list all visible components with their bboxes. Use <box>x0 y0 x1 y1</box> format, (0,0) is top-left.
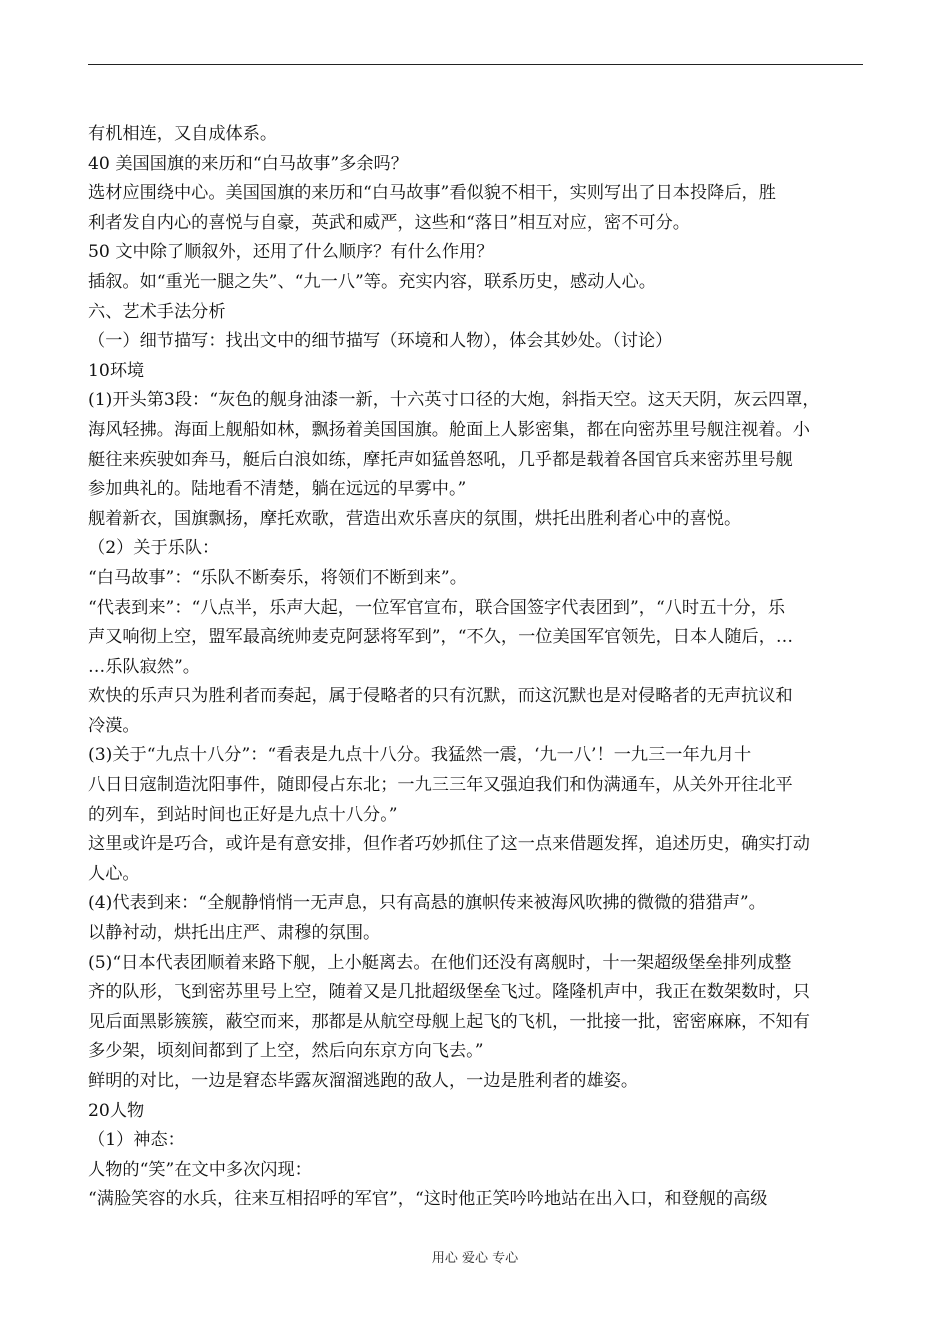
header-rule <box>88 64 863 65</box>
section-heading: 六、艺术手法分析 <box>88 301 226 322</box>
subsection-heading: 10环境 <box>88 360 145 381</box>
text-line: 人物的“笑”在文中多次闪现： <box>88 1159 312 1180</box>
text-line: …乐队寂然”。 <box>88 656 200 677</box>
page-footer: 用心 爱心 专心 <box>431 1251 519 1266</box>
text-line: 以静衬动，烘托出庄严、肃穆的氛围。 <box>88 923 381 944</box>
text-line: “白马故事”：“乐队不断奏乐，将领们不断到来”。 <box>88 567 467 588</box>
text-line: “代表到来”：“八点半，乐声大起，一位军官宣布，联合国签字代表团到”，“八时五十分，乐 <box>88 597 786 618</box>
text-line: 多少架，顷刻间都到了上空，然后向东京方向飞去。” <box>88 1041 484 1062</box>
text-line: 见后面黑影簇簇，蔽空而来，那都是从航空母舰上起飞的飞机，一批接一批，密密麻麻，不知有 <box>88 1011 810 1032</box>
text-line: (5)“日本代表团顺着来路下舰，上小艇离去。在他们还没有离舰时，十一架超级堡垒排列成整 <box>88 952 792 973</box>
text-line: 的列车，到站时间也正好是九点十八分。” <box>88 804 398 825</box>
text-line: 舰着新衣，国旗飘扬，摩托欢歌，营造出欢乐喜庆的氛围，烘托出胜利者心中的喜悦。 <box>88 508 742 529</box>
text-line: 欢快的乐声只为胜利者而奏起，属于侵略者的只有沉默，而这沉默也是对侵略者的无声抗议和 <box>88 686 793 707</box>
text-line: 参加典礼的。陆地看不清楚，躺在远远的早雾中。” <box>88 479 467 500</box>
subsection-heading: （一）细节描写：找出文中的细节描写（环境和人物），体会其妙处。（讨论） <box>88 331 673 352</box>
text-line: 插叙。如“重光一腿之失”、“九一八”等。充实内容，联系历史，感动人心。 <box>88 271 656 292</box>
question-line: 50 文中除了顺叙外，还用了什么顺序？有什么作用？ <box>88 242 494 263</box>
text-line: 有机相连，又自成体系。 <box>88 124 278 144</box>
text-line: (1)开头第3段：“灰色的舰身油漆一新，十六英寸口径的大炮，斜指天空。这天天阴，灰云四罩， <box>88 390 820 411</box>
document-body <box>88 120 868 1215</box>
text-line: 利者发自内心的喜悦与自豪，英武和威严，这些和“落日”相互对应，密不可分。 <box>88 212 690 233</box>
subsection-heading: （1）神态： <box>88 1130 185 1151</box>
text-line: 艇往来疾驶如奔马，艇后白浪如练，摩托声如猛兽怒吼，几乎都是载着各国官兵来密苏里号舰 <box>88 449 793 470</box>
text-line: 冷漠。 <box>88 715 140 736</box>
text-line: 这里或许是巧合，或许是有意安排，但作者巧妙抓住了这一点来借题发挥，追述历史，确实打动 <box>88 834 810 855</box>
text-line: (4)代表到来：“全舰静悄悄一无声息，只有高悬的旗帜传来被海风吹拂的微微的猎猎声”。 <box>88 893 766 914</box>
subsection-heading: 20人物 <box>88 1100 145 1121</box>
text-line: 鲜明的对比，一边是窘态毕露灰溜溜逃跑的敌人，一边是胜利者的雄姿。 <box>88 1071 639 1091</box>
text-line: “满脸笑容的水兵，往来互相招呼的军官”，“这时他正笑吟吟地站在出入口，和登舰的高级 <box>88 1189 768 1210</box>
text-line: 齐的队形，飞到密苏里号上空，随着又是几批超级堡垒飞过。隆隆机声中，我正在数架数时，只 <box>88 982 810 1003</box>
subsection-heading: （2）关于乐队： <box>88 538 220 559</box>
text-line: 选材应围绕中心。美国国旗的来历和“白马故事”看似貌不相干，实则写出了日本投降后，胜 <box>88 183 776 204</box>
text-line: 声又响彻上空，盟军最高统帅麦克阿瑟将军到”，“不久，一位美国军官领先，日本人随后，… <box>88 627 794 648</box>
question-line: 40 美国国旗的来历和“白马故事”多余吗？ <box>88 153 408 174</box>
text-line: 海风轻拂。海面上舰船如林，飘扬着美国国旗。舱面上人影密集，都在向密苏里号舰注视着。小 <box>88 419 810 440</box>
text-line: 八日日寇制造沈阳事件，随即侵占东北；一九三三年又强迫我们和伪满通车，从关外开往北平 <box>88 775 793 796</box>
text-line: 人心。 <box>88 863 140 884</box>
text-line: (3)关于“九点十八分”：“看表是九点十八分。我猛然一震，‘九一八’！一九三一年九月十 <box>88 745 752 766</box>
